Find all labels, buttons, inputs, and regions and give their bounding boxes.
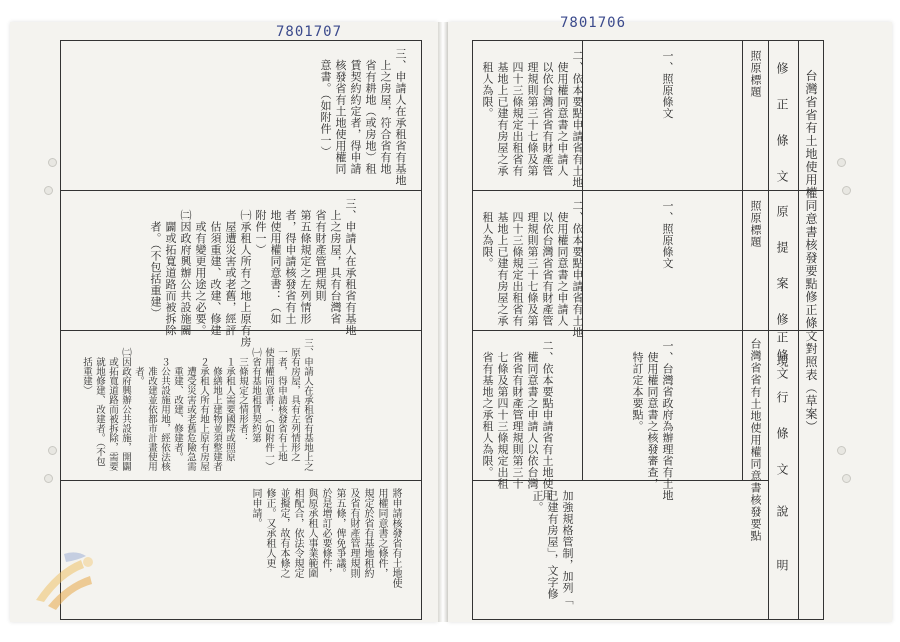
current-item-one: 一、台灣省政府為辦理省有土地 使用權同意書之核發審查， 特訂定本要點。 (631, 340, 674, 501)
punch-hole (48, 158, 57, 167)
punch-hole (842, 186, 851, 195)
right-serial-number: 7801706 (560, 15, 627, 31)
row-divider (60, 480, 422, 481)
header-column-divider (768, 40, 769, 620)
document-title-text: 台灣省省有土地使用權同意書核發要點修正條文對照表 (804, 69, 818, 382)
proposal-item-two: 二、依本要點申請省有土地 使用權同意書之申請人 以依台灣省省有財產管 理規則第三十七條及第 四十三條規定出租省有 基地上已建有房屋之承 租人為限。 (481, 200, 584, 338)
current-item-two: 二、依本要點申請省有土地使用 權同意書之申請人以依台灣 省省有財產管理規則第三十 七條及第四十三條規定出租 省有基地之承租人為限。 (481, 340, 554, 501)
proposal-item-one: 一、照原條文 (661, 200, 674, 269)
subheader-current: 台灣省省有土地使用權同意書核發要點 (749, 338, 762, 542)
left-serial-number: 7801707 (276, 24, 343, 40)
current-item-three: 三、申請人在承租省有基地上之 原有房屋，具有左列情形之 一者，得申請核發省有土地 使用權同意書：（如附件一） ㈠省有基地租賃契約第 三條規定之情形者： １承租人需要國際或照原 修繕地上建物並須整建者 ２承租人所有地上原有房屋 遭受災害或老舊危險急需 重建、改建、修建者。 ３公共設施用地，經依法核 准改建並依都市計畫使用 者。 ㈡因政府興辦公共設施，開闢 或拓寬道路而被拆除，需要 就地修建、改建者。（不包 括重建） (81, 338, 313, 471)
revised-item-one: 一、照原條文 (661, 50, 674, 119)
proposal-item-three: 三、申請人在承租省有基地 上之房屋，具有台灣省 省有財產管理規則 第五條規定之左列情形 者，得申請核發省有土 地使用權同意書：（如 附件一） ㈠承租人所有之地上原有房 屋遭災害或老舊，經評 估須重建、改建、修建 或有變更用途之必要。 ㈡因政府興辦公共設施關 闢或拓寬道路而被拆除 者。（不包括重建） (149, 198, 357, 348)
header-explanation-text: 說 明 (775, 505, 789, 577)
row-divider (60, 190, 422, 191)
punch-hole (837, 158, 846, 167)
punch-hole (44, 474, 53, 483)
punch-hole (837, 446, 846, 455)
header-proposal-text: 原 提 案 修正條文 (775, 205, 789, 385)
item-two-divider (582, 330, 583, 480)
punch-hole (842, 474, 851, 483)
document-title (803, 60, 833, 434)
revised-item-three: 三、申請人在承租省有基地 上之房屋，符合省有地 省有耕地（或房地）租 賃契約約定者，得申請 核發省有土地使用權同 意書。（如附件一） (319, 48, 407, 186)
subheader-revised: 照原標題 (749, 50, 762, 98)
explanation-item-two: 加強規格管制，加列「 已建有房屋」，文字修 正。 (531, 490, 574, 605)
punch-hole (48, 446, 57, 455)
explanation-item-one: 將申請核發省有土地使 用權同意書之條件， 規定於省有基地租約 及省有財產管理規則 第五條，俾免爭議。 於是增訂必要條件， 與原承租人事業範圍 相配合，依法令規定 並擬定，故有本條之 修正。又承租人更 同申請。 (250, 488, 401, 588)
header-current-text: 現 行 條 文 (775, 355, 789, 481)
header-revised-text: 修 正 條 文 (775, 62, 789, 188)
title-column-divider (798, 40, 799, 620)
library-logo-icon (26, 540, 106, 620)
subheader-proposal: 照原標題 (749, 200, 762, 248)
revised-item-two: 二、依本要點申請省有土地 使用權同意書之申請人 以依台灣省省有財產管 理規則第三十七條及第 四十三條規定出租省有 基地上已建有房屋之承 租人為限。 (481, 50, 584, 188)
row-divider (472, 190, 824, 191)
book-spine (438, 22, 448, 622)
punch-hole (44, 186, 53, 195)
subheader-column-divider (742, 40, 743, 480)
document-title-note: （草案） (804, 381, 818, 434)
